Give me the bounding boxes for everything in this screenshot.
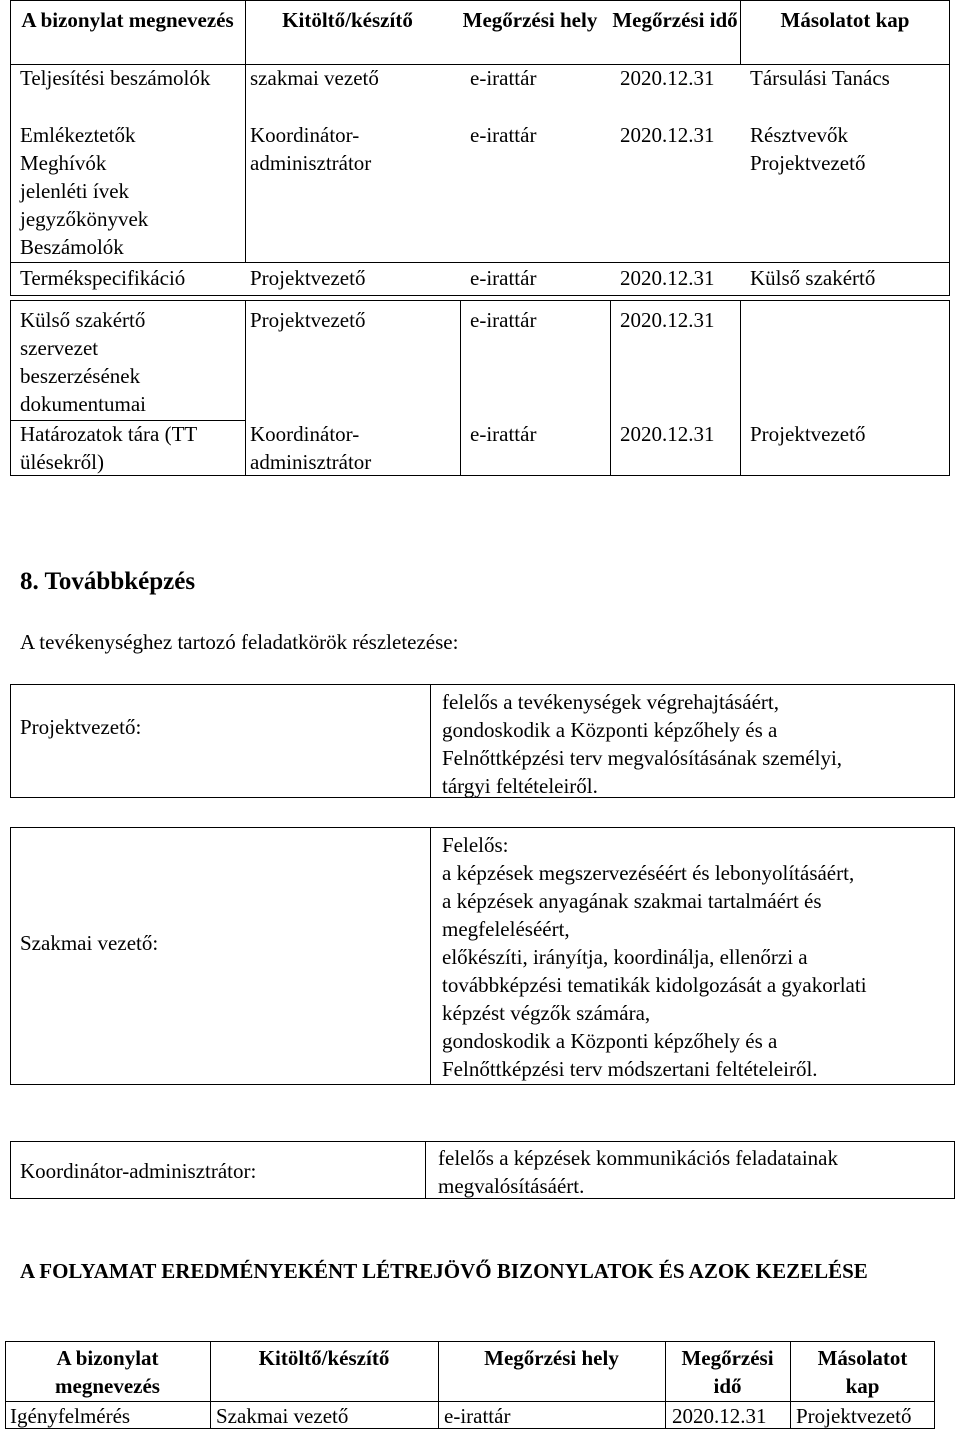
section-intro: A tevékenységhez tartozó feladatkörök részletezése:	[20, 630, 459, 654]
maker-cell: Koordinátor- adminisztrátor	[250, 123, 372, 175]
role-description: Felelős: a képzések megszervezéséért és lebonyolításáért, a képzések anyagának szakmai tartalmáért és megfeleléséért, előkészíti, irányítja, koordinálja, ellenőrzi a továbbképzési tematikák kidolgozását a gyakorlati képzést végzők számára, gondoskodik a Központi képzőhely és a Felnőttképzési terv módszertani feltételeiről.	[442, 833, 867, 1081]
col-divider	[460, 300, 461, 476]
storage-place-cell: e-irattár	[444, 1404, 511, 1428]
storage-place-cell: e-irattár	[470, 266, 537, 290]
storage-place-cell: e-irattár	[470, 123, 537, 147]
storage-time-cell: 2020.12.31	[620, 66, 715, 90]
header-cell: Megőrzési hely	[462, 8, 598, 32]
col-divider	[430, 684, 431, 798]
role-description: felelős a tevékenységek végrehajtásáért, gondoskodik a Központi képzőhely és a Felnőttképzési terv megvalósításának személyi, tárgyi feltételeiről.	[442, 690, 843, 798]
header-cell: Kitöltő/készítő	[282, 8, 413, 32]
header-cell: Kitöltő/készítő	[258, 1346, 390, 1370]
role-description: felelős a képzések kommunikációs feladatainak megvalósításáért.	[438, 1146, 839, 1198]
copy-recipient-cell: Társulási Tanács	[750, 66, 890, 90]
doc-name-cell: Igényfelmérés	[10, 1404, 131, 1428]
maker-cell: Projektvezető	[250, 308, 366, 332]
role-label: Projektvezető:	[20, 715, 142, 739]
role-label: Szakmai vezető:	[20, 931, 159, 955]
doc-name-cell: Emlékeztetők Meghívók jelenléti ívek jegyzőkönyvek Beszámolók	[20, 123, 149, 259]
header-cell: A bizonylat megnevezés	[55, 1346, 160, 1398]
process-results-heading: A FOLYAMAT EREDMÉNYEKÉNT LÉTREJÖVŐ BIZONYLATOK ÉS AZOK KEZELÉSE	[20, 1259, 868, 1283]
maker-cell: Szakmai vezető	[216, 1404, 349, 1428]
storage-time-cell: 2020.12.31	[620, 308, 715, 332]
copy-recipient-cell: Résztvevők Projektvezető	[750, 123, 866, 175]
storage-place-cell: e-irattár	[470, 66, 537, 90]
header-cell: Megőrzési idő	[612, 8, 738, 32]
storage-place-cell: e-irattár	[470, 308, 537, 332]
header-cell: Megőrzési hely	[484, 1346, 619, 1370]
copy-recipient-cell: Projektvezető	[750, 422, 866, 446]
doc-name-cell: Külső szakértő szervezet beszerzésének dokumentumai	[20, 308, 146, 416]
col-divider	[610, 300, 611, 476]
header-cell: Másolatot kap	[780, 8, 910, 32]
storage-time-cell: 2020.12.31	[620, 266, 715, 290]
col-divider	[425, 1141, 426, 1199]
copy-recipient-cell: Projektvezető	[796, 1404, 912, 1428]
header-cell: Megőrzési idő	[681, 1346, 774, 1398]
header-cell: Másolatot kap	[817, 1346, 908, 1398]
doc-name-cell: Teljesítési beszámolók	[20, 66, 211, 90]
doc-name-cell: Határozatok tára (TT ülésekről)	[20, 422, 198, 474]
section-title: 8. Továbbképzés	[20, 568, 196, 595]
storage-time-cell: 2020.12.31	[620, 422, 715, 446]
copy-recipient-cell: Külső szakértő	[750, 266, 876, 290]
header-cell: A bizonylat megnevezés	[21, 8, 234, 32]
row-divider	[10, 262, 950, 263]
storage-time-cell: 2020.12.31	[672, 1404, 767, 1428]
col-divider	[740, 300, 741, 476]
doc-name-cell: Termékspecifikáció	[20, 266, 186, 290]
maker-cell: szakmai vezető	[250, 66, 379, 90]
col-divider	[245, 300, 246, 476]
maker-cell: Koordinátor- adminisztrátor	[250, 422, 372, 474]
role-label: Koordinátor-adminisztrátor:	[20, 1159, 257, 1183]
col-divider	[430, 827, 431, 1085]
col-divider	[245, 0, 246, 262]
storage-place-cell: e-irattár	[470, 422, 537, 446]
storage-time-cell: 2020.12.31	[620, 123, 715, 147]
maker-cell: Projektvezető	[250, 266, 366, 290]
